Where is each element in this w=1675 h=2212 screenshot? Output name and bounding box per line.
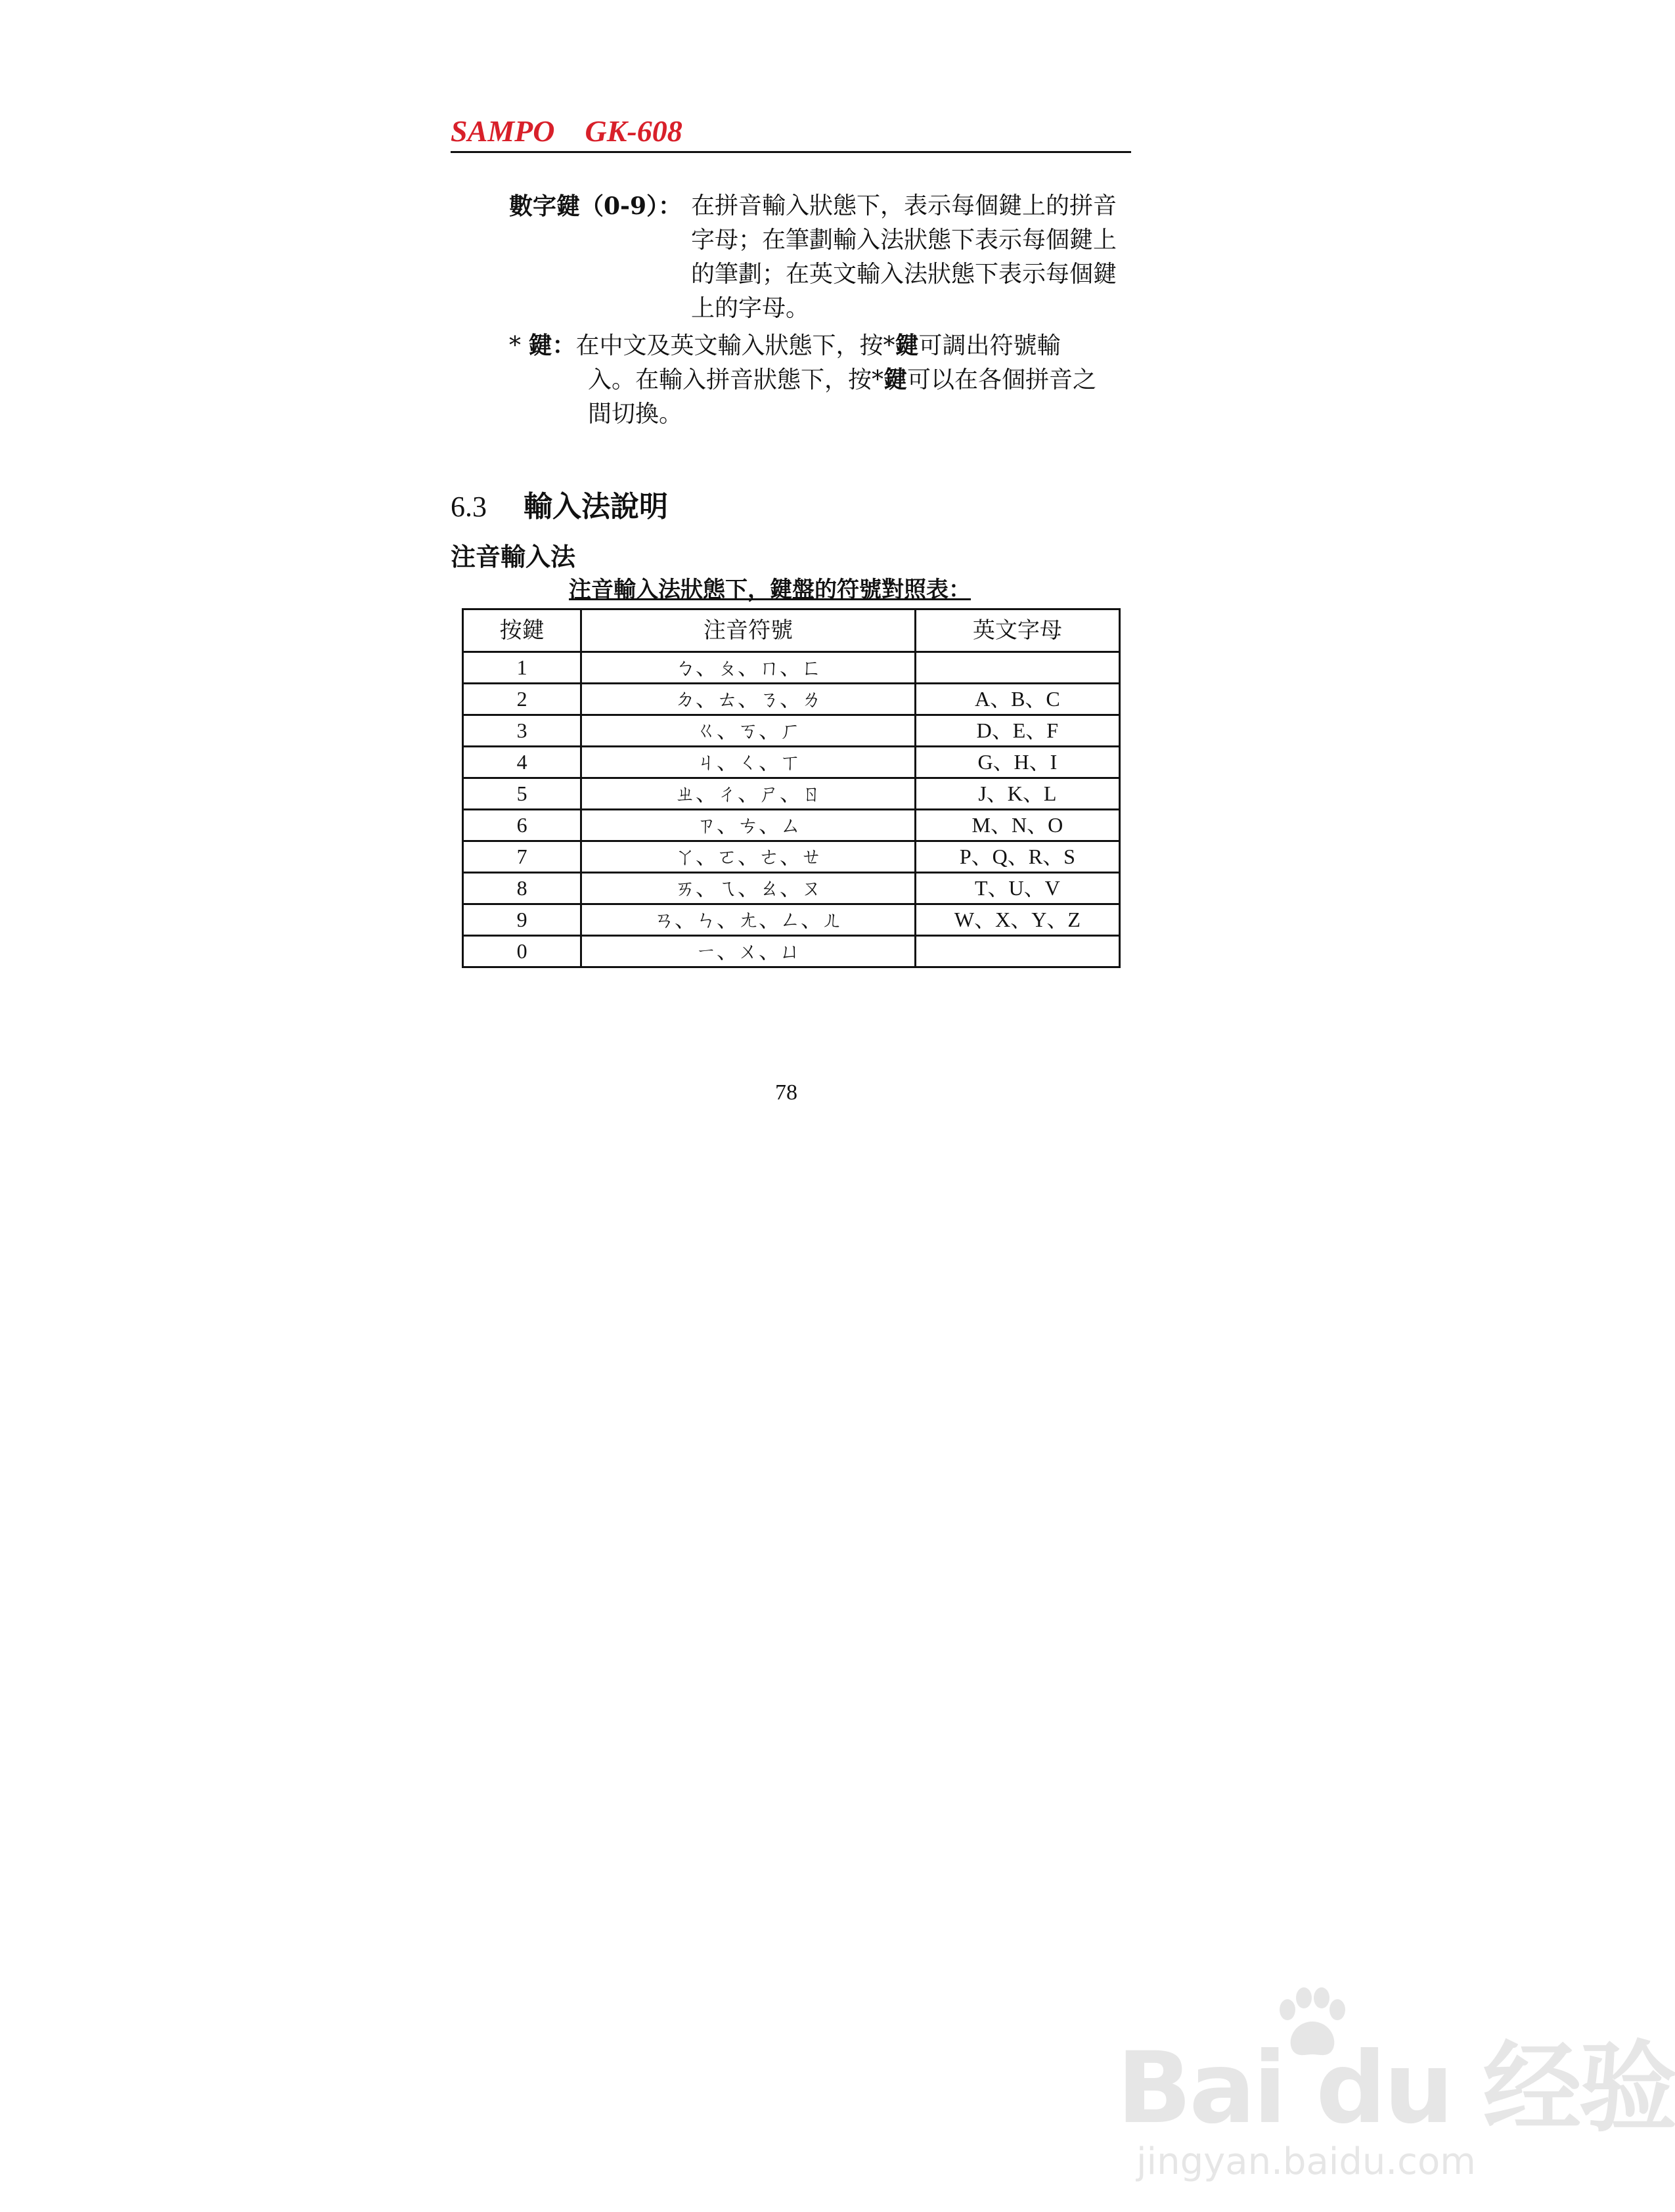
letters-cell: D、E、F <box>915 715 1119 747</box>
letters-cell: P、Q、R、S <box>915 841 1119 873</box>
keymap-table <box>462 608 1121 968</box>
zhuyin-cell: ㄐ、ㄑ、ㄒ <box>581 747 916 778</box>
star-key-term: 鍵 <box>528 332 552 359</box>
watermark-url: jingyan.baidu.com <box>1136 2140 1476 2183</box>
header-title: SAMPO GK-608 <box>451 114 682 148</box>
digit-keys-term: 數字鍵（0-9）： <box>509 192 682 220</box>
star-key-colon: ： <box>552 332 576 359</box>
letters-cell <box>915 936 1119 967</box>
letters-cell: A、B、C <box>915 684 1119 715</box>
subsection-title: 注音輸入法 <box>451 542 576 571</box>
zhuyin-cell: ㄢ、ㄣ、ㄤ、ㄥ、ㄦ <box>581 904 916 936</box>
letters-cell: M、N、O <box>915 810 1119 841</box>
table-row <box>463 841 1120 873</box>
header-rule <box>451 151 1131 153</box>
section-number: 6.3 <box>451 491 487 523</box>
star-key-text-a: 在中文及英文輸入狀態下，按* <box>575 332 895 359</box>
star-key-description <box>588 363 1120 431</box>
star-key-text-d: 可以在各個拼音之間切換。 <box>588 366 1097 428</box>
key-cell: 0 <box>463 936 581 967</box>
star-key-inline-bold-2: 鍵 <box>883 366 908 393</box>
zhuyin-cell: ㄗ、ㄘ、ㄙ <box>581 810 916 841</box>
table-row <box>463 810 1120 841</box>
letters-cell <box>915 652 1119 684</box>
digit-keys-description: 在拼音輸入狀態下，表示每個鍵上的拼音字母；在筆劃輸入法狀態下表示每個鍵上的筆劃；在英文輸入法狀態下表示每個鍵上的字母。 <box>691 192 1117 322</box>
zhuyin-cell: ㄓ、ㄔ、ㄕ、ㄖ <box>581 778 916 810</box>
table-row <box>463 652 1120 684</box>
section-heading <box>451 487 668 527</box>
table-row <box>463 778 1120 810</box>
table-row <box>463 747 1120 778</box>
table-header-row <box>463 609 1120 652</box>
key-cell: 5 <box>463 778 581 810</box>
key-cell: 9 <box>463 904 581 936</box>
table-row <box>463 715 1120 747</box>
star-key-text-b: 可調出符號輸 <box>918 332 1061 359</box>
header-zhuyin: 注音符號 <box>581 609 916 652</box>
zhuyin-cell: ㄍ、ㄎ、ㄏ <box>581 715 916 747</box>
key-cell: 2 <box>463 684 581 715</box>
letters-cell: J、K、L <box>915 778 1119 810</box>
key-cell: 4 <box>463 747 581 778</box>
star-key-prefix: * <box>509 332 529 359</box>
baidu-jingyan-watermark <box>1117 1983 1675 2194</box>
key-cell: 1 <box>463 652 581 684</box>
letters-cell: W、X、Y、Z <box>915 904 1119 936</box>
key-cell: 3 <box>463 715 581 747</box>
header-key: 按鍵 <box>463 609 581 652</box>
star-key-line1 <box>509 328 1061 363</box>
zhuyin-cell: ㄅ、ㄆ、ㄇ、ㄈ <box>581 652 916 684</box>
table-row <box>463 904 1120 936</box>
zhuyin-cell: ㄞ、ㄟ、ㄠ、ㄡ <box>581 873 916 904</box>
star-key-text-c: 入。在輸入拼音狀態下，按* <box>588 366 884 393</box>
section-title: 輸入法說明 <box>524 490 668 523</box>
zhuyin-cell: ㄧ、ㄨ、ㄩ <box>581 936 916 967</box>
table-row <box>463 873 1120 904</box>
key-cell: 6 <box>463 810 581 841</box>
star-key-inline-bold: 鍵 <box>895 332 919 359</box>
table-row <box>463 936 1120 967</box>
watermark-logo: Bai du 经验 <box>1117 2031 1675 2146</box>
key-cell: 8 <box>463 873 581 904</box>
zhuyin-cell: ㄚ、ㄛ、ㄜ、ㄝ <box>581 841 916 873</box>
page-number: 78 <box>775 1080 797 1105</box>
letters-cell: G、H、I <box>915 747 1119 778</box>
table-row <box>463 684 1120 715</box>
key-cell: 7 <box>463 841 581 873</box>
zhuyin-cell: ㄉ、ㄊ、ㄋ、ㄌ <box>581 684 916 715</box>
letters-cell: T、U、V <box>915 873 1119 904</box>
table-caption: 注音輸入法狀態下，鍵盤的符號對照表： <box>569 577 971 603</box>
header-letters: 英文字母 <box>915 609 1119 652</box>
